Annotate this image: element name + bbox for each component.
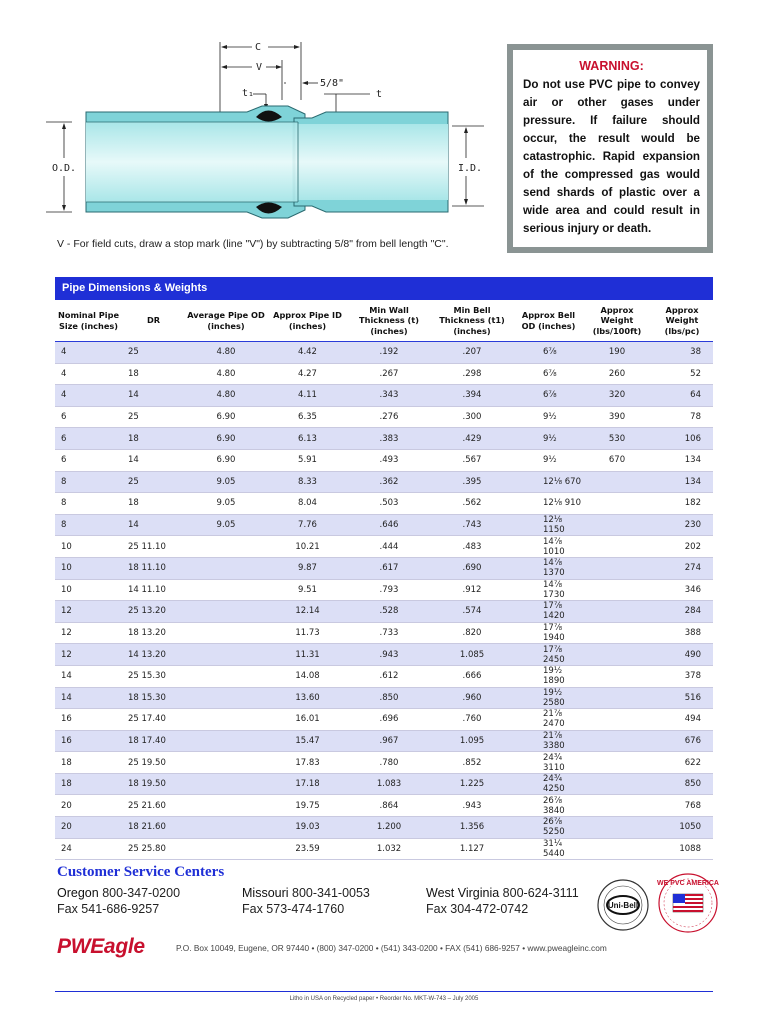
table-cell: 25 17.40: [122, 709, 185, 731]
table-cell: 388: [651, 622, 713, 644]
table-row: [55, 557, 713, 579]
table-cell: 19.75: [267, 795, 348, 817]
table-cell: 64: [651, 385, 713, 407]
table-cell: 4.27: [267, 363, 348, 385]
table-cell: 14⅞ 1730: [514, 579, 583, 601]
dim-c-label: C: [255, 42, 262, 53]
table-cell: 18: [122, 428, 185, 450]
table-cell: 676: [651, 730, 713, 752]
table-cell: 25: [122, 342, 185, 364]
table-cell: 6⅞: [514, 385, 583, 407]
table-cell: .444: [348, 536, 430, 558]
table-cell: 25 21.60: [122, 795, 185, 817]
table-cell: 21⅞ 3380: [514, 730, 583, 752]
table-cell: 14: [122, 449, 185, 471]
contact-state: West Virginia: [426, 886, 500, 900]
table-cell: 25: [122, 471, 185, 493]
table-cell: [185, 644, 267, 666]
table-cell: .394: [430, 385, 514, 407]
table-cell: 1.032: [348, 838, 430, 860]
table-cell: .343: [348, 385, 430, 407]
table-cell: 12: [55, 622, 122, 644]
column-header: Min Wall Thickness (t) (inches): [348, 300, 430, 342]
table-cell: 1.200: [348, 817, 430, 839]
table-cell: 20: [55, 817, 122, 839]
table-cell: 31¼ 5440: [514, 838, 583, 860]
table-cell: [185, 773, 267, 795]
footer-divider: [55, 991, 713, 992]
table-cell: [583, 838, 651, 860]
table-cell: 4.80: [185, 363, 267, 385]
table-cell: [583, 622, 651, 644]
table-cell: .483: [430, 536, 514, 558]
table-cell: 24¾ 3110: [514, 752, 583, 774]
table-cell: 25 13.20: [122, 601, 185, 623]
table-cell: 346: [651, 579, 713, 601]
table-cell: 14: [122, 385, 185, 407]
dim-t1-label: t₁: [242, 88, 255, 99]
uni-bell-text: Uni-Bell: [607, 901, 639, 910]
table-cell: 14.08: [267, 665, 348, 687]
table-cell: 19½ 2580: [514, 687, 583, 709]
table-cell: 23.59: [267, 838, 348, 860]
column-header: Approx Pipe ID (inches): [267, 300, 348, 342]
table-cell: 9.05: [185, 514, 267, 536]
table-cell: 1.356: [430, 817, 514, 839]
table-cell: 25: [122, 406, 185, 428]
table-cell: .207: [430, 342, 514, 364]
table-cell: 38: [651, 342, 713, 364]
table-cell: 18 15.30: [122, 687, 185, 709]
contact-fax: Fax 541-686-9257: [57, 902, 160, 916]
customer-service-title: Customer Service Centers: [57, 864, 225, 880]
table-row: [55, 709, 713, 731]
column-header: DR: [122, 300, 185, 342]
table-cell: 1088: [651, 838, 713, 860]
table-cell: 16: [55, 709, 122, 731]
table-cell: 14: [122, 514, 185, 536]
contact-oregon: [57, 885, 180, 917]
table-cell: [583, 665, 651, 687]
table-cell: .864: [348, 795, 430, 817]
table-cell: [583, 601, 651, 623]
table-cell: 182: [651, 493, 713, 515]
table-cell: 490: [651, 644, 713, 666]
table-row: [55, 428, 713, 450]
table-cell: 25 25.80: [122, 838, 185, 860]
table-row: [55, 363, 713, 385]
litho-note: Litho in USA on Recycled paper • Reorder No. MKT-W-743 – July 2005: [289, 996, 479, 1002]
table-cell: 78: [651, 406, 713, 428]
table-cell: 25 11.10: [122, 536, 185, 558]
table-cell: 4.42: [267, 342, 348, 364]
table-cell: 7.76: [267, 514, 348, 536]
table-cell: 9.05: [185, 471, 267, 493]
table-cell: 9½: [514, 406, 583, 428]
table-cell: 106: [651, 428, 713, 450]
table-cell: .793: [348, 579, 430, 601]
table-cell: .617: [348, 557, 430, 579]
column-header: Average Pipe OD (inches): [185, 300, 267, 342]
table-row: [55, 449, 713, 471]
table-cell: 13.60: [267, 687, 348, 709]
contact-state: Missouri: [242, 886, 289, 900]
table-cell: .733: [348, 622, 430, 644]
table-cell: 12⅛ 670: [514, 471, 583, 493]
warning-body: Do not use PVC pipe to convey air or other gases under pressure. If failure should occur, the result would be catastrophic. Rapid expansion of the compressed gas would send shards of plastic over a wide area and could result in serious injury or death.: [523, 78, 700, 235]
table-cell: 16: [55, 730, 122, 752]
table-cell: .395: [430, 471, 514, 493]
table-cell: 378: [651, 665, 713, 687]
table-cell: 17.83: [267, 752, 348, 774]
table-cell: 6: [55, 449, 122, 471]
we-pvc-america-badge: [657, 872, 719, 934]
table-cell: 5.91: [267, 449, 348, 471]
column-header: Approx Weight (lbs/100ft): [583, 300, 651, 342]
table-cell: 14: [55, 687, 122, 709]
table-cell: [185, 838, 267, 860]
pipe-joint-diagram: [0, 30, 500, 240]
table-cell: .967: [348, 730, 430, 752]
table-cell: 622: [651, 752, 713, 774]
table-cell: .850: [348, 687, 430, 709]
column-header: Nominal Pipe Size (inches): [55, 300, 122, 342]
table-cell: 17.18: [267, 773, 348, 795]
table-cell: [185, 557, 267, 579]
table-cell: .912: [430, 579, 514, 601]
contact-phone: 800-624-3111: [502, 886, 579, 900]
table-cell: .760: [430, 709, 514, 731]
table-row: [55, 665, 713, 687]
table-title: Pipe Dimensions & Weights: [55, 277, 713, 300]
table-cell: 6.35: [267, 406, 348, 428]
contact-phone: 800-347-0200: [102, 886, 181, 900]
table-row: [55, 644, 713, 666]
table-cell: 17⅞ 1420: [514, 601, 583, 623]
table-cell: 20: [55, 795, 122, 817]
contact-phone: 800-341-0053: [292, 886, 370, 900]
table-cell: 1.225: [430, 773, 514, 795]
table-cell: .943: [430, 795, 514, 817]
table-cell: 15.47: [267, 730, 348, 752]
table-cell: [583, 817, 651, 839]
table-cell: 11.31: [267, 644, 348, 666]
table-cell: 14: [55, 665, 122, 687]
table-cell: 284: [651, 601, 713, 623]
table-cell: [185, 730, 267, 752]
table-row: [55, 601, 713, 623]
table-cell: 19.03: [267, 817, 348, 839]
table-cell: 18 13.20: [122, 622, 185, 644]
table-cell: 1.085: [430, 644, 514, 666]
table-cell: 12: [55, 601, 122, 623]
table-row: [55, 687, 713, 709]
table-cell: [185, 795, 267, 817]
dim-t-label: t: [376, 89, 383, 100]
table-cell: 8.04: [267, 493, 348, 515]
table-cell: 14 11.10: [122, 579, 185, 601]
table-cell: .567: [430, 449, 514, 471]
table-cell: 6: [55, 428, 122, 450]
table-row: [55, 773, 713, 795]
table-cell: 516: [651, 687, 713, 709]
table-cell: 8: [55, 493, 122, 515]
table-cell: [583, 557, 651, 579]
table-cell: [583, 579, 651, 601]
table-cell: 18 17.40: [122, 730, 185, 752]
table-cell: 274: [651, 557, 713, 579]
table-cell: [185, 709, 267, 731]
table-cell: .612: [348, 665, 430, 687]
od-label: O.D.: [52, 163, 77, 174]
table-cell: 4: [55, 385, 122, 407]
table-cell: .780: [348, 752, 430, 774]
table-row: [55, 795, 713, 817]
table-row: [55, 406, 713, 428]
table-cell: 14 13.20: [122, 644, 185, 666]
table-cell: .696: [348, 709, 430, 731]
table-cell: [583, 493, 651, 515]
table-body: [55, 342, 713, 860]
table-cell: 494: [651, 709, 713, 731]
table-cell: [583, 752, 651, 774]
column-header: Min Bell Thickness (t1) (inches): [430, 300, 514, 342]
table-cell: [583, 687, 651, 709]
table-cell: 12.14: [267, 601, 348, 623]
table-cell: [583, 471, 651, 493]
table-cell: 1.127: [430, 838, 514, 860]
company-address: P.O. Box 10049, Eugene, OR 97440 • (800) 347-0200 • (541) 343-0200 • FAX (541) 686-9257 • www.pweagleinc.com: [176, 943, 607, 953]
table-cell: 14⅞ 1370: [514, 557, 583, 579]
table-cell: [185, 665, 267, 687]
table-cell: 8: [55, 471, 122, 493]
table-row: [55, 838, 713, 860]
table-cell: 10: [55, 536, 122, 558]
contact-fax: Fax 573-474-1760: [242, 902, 345, 916]
column-header: Approx Weight (lbs/pc): [651, 300, 713, 342]
table-cell: 260: [583, 363, 651, 385]
table-row: [55, 385, 713, 407]
table-cell: 134: [651, 471, 713, 493]
table-cell: .574: [430, 601, 514, 623]
table-cell: 19½ 1890: [514, 665, 583, 687]
table-cell: [185, 622, 267, 644]
table-cell: 4.11: [267, 385, 348, 407]
table-cell: 18: [122, 493, 185, 515]
table-cell: 6⅞: [514, 342, 583, 364]
table-cell: .503: [348, 493, 430, 515]
table-row: [55, 493, 713, 515]
table-cell: 9.05: [185, 493, 267, 515]
table-cell: 26⅞ 5250: [514, 817, 583, 839]
table-row: [55, 752, 713, 774]
table-cell: 52: [651, 363, 713, 385]
table-cell: [583, 795, 651, 817]
column-header: Approx Bell OD (inches): [514, 300, 583, 342]
table-cell: [185, 579, 267, 601]
id-label: I.D.: [458, 163, 483, 174]
table-cell: 1.083: [348, 773, 430, 795]
table-cell: .743: [430, 514, 514, 536]
table-cell: 6⅞: [514, 363, 583, 385]
diagram-caption: V - For field cuts, draw a stop mark (line "V") by subtracting 5/8" from bell length "C".: [57, 238, 449, 250]
table-cell: .852: [430, 752, 514, 774]
table-cell: [185, 752, 267, 774]
table-cell: 12⅛ 1150: [514, 514, 583, 536]
table-row: [55, 514, 713, 536]
table-row: [55, 730, 713, 752]
table-cell: 190: [583, 342, 651, 364]
table-cell: 18: [122, 363, 185, 385]
table-cell: 10: [55, 557, 122, 579]
table-cell: 14⅞ 1010: [514, 536, 583, 558]
table-cell: 9½: [514, 428, 583, 450]
table-cell: 390: [583, 406, 651, 428]
table-row: [55, 342, 713, 364]
table-cell: [583, 514, 651, 536]
table-cell: 8: [55, 514, 122, 536]
table-cell: .267: [348, 363, 430, 385]
table-cell: [185, 601, 267, 623]
table-cell: 320: [583, 385, 651, 407]
table-cell: 10: [55, 579, 122, 601]
badge-text: WE PVC AMERICA: [657, 880, 719, 887]
table-row: [55, 471, 713, 493]
warning-title: WARNING:: [579, 59, 644, 73]
table-cell: 9.51: [267, 579, 348, 601]
table-row: [55, 536, 713, 558]
pipe-dimensions-table: [55, 300, 713, 860]
table-cell: 21⅞ 2470: [514, 709, 583, 731]
table-cell: 10.21: [267, 536, 348, 558]
table-cell: .690: [430, 557, 514, 579]
table-cell: 768: [651, 795, 713, 817]
table-cell: 24¾ 4250: [514, 773, 583, 795]
contact-west-virginia: [426, 885, 579, 917]
table-cell: .383: [348, 428, 430, 450]
table-cell: .646: [348, 514, 430, 536]
warning-box: [507, 44, 713, 253]
table-cell: 1.095: [430, 730, 514, 752]
table-cell: [185, 817, 267, 839]
table-cell: 850: [651, 773, 713, 795]
table-cell: 25 15.30: [122, 665, 185, 687]
table-cell: 18 21.60: [122, 817, 185, 839]
table-cell: .362: [348, 471, 430, 493]
table-cell: [583, 773, 651, 795]
table-cell: 26⅞ 3840: [514, 795, 583, 817]
table-cell: .276: [348, 406, 430, 428]
contact-state: Oregon: [57, 886, 99, 900]
table-row: [55, 579, 713, 601]
table-cell: 4: [55, 363, 122, 385]
uni-bell-logo: [596, 878, 650, 932]
table-header-row: [55, 300, 713, 342]
table-cell: 11.73: [267, 622, 348, 644]
dim-v-label: V: [256, 62, 263, 73]
table-cell: 18 19.50: [122, 773, 185, 795]
table-cell: [583, 709, 651, 731]
table-cell: [583, 730, 651, 752]
dim-58-label: 5/8": [320, 78, 345, 89]
table-cell: 530: [583, 428, 651, 450]
table-cell: .298: [430, 363, 514, 385]
table-cell: .960: [430, 687, 514, 709]
contact-missouri: [242, 885, 370, 917]
table-cell: .493: [348, 449, 430, 471]
table-cell: 4.80: [185, 385, 267, 407]
table-cell: [185, 687, 267, 709]
table-cell: 6: [55, 406, 122, 428]
table-cell: .528: [348, 601, 430, 623]
table-cell: 6.90: [185, 449, 267, 471]
table-cell: 9½: [514, 449, 583, 471]
table-cell: 9.87: [267, 557, 348, 579]
table-cell: 12: [55, 644, 122, 666]
table-cell: 202: [651, 536, 713, 558]
table-cell: 8.33: [267, 471, 348, 493]
table-cell: 17⅞ 2450: [514, 644, 583, 666]
table-cell: .820: [430, 622, 514, 644]
table-cell: 24: [55, 838, 122, 860]
table-cell: [185, 536, 267, 558]
table-cell: 18: [55, 773, 122, 795]
table-cell: 25 19.50: [122, 752, 185, 774]
table-cell: [583, 644, 651, 666]
pweagle-logo: PWEagle: [57, 935, 145, 958]
table-cell: 18: [55, 752, 122, 774]
table-cell: 6.90: [185, 406, 267, 428]
table-cell: 16.01: [267, 709, 348, 731]
table-cell: 1050: [651, 817, 713, 839]
table-cell: 134: [651, 449, 713, 471]
table-cell: .300: [430, 406, 514, 428]
table-cell: 6.13: [267, 428, 348, 450]
table-cell: .943: [348, 644, 430, 666]
table-cell: 4.80: [185, 342, 267, 364]
table-cell: 18 11.10: [122, 557, 185, 579]
table-row: [55, 817, 713, 839]
table-cell: 6.90: [185, 428, 267, 450]
table-cell: .192: [348, 342, 430, 364]
table-cell: .429: [430, 428, 514, 450]
table-row: [55, 622, 713, 644]
table-cell: 4: [55, 342, 122, 364]
table-cell: .562: [430, 493, 514, 515]
table-cell: 12⅛ 910: [514, 493, 583, 515]
contact-fax: Fax 304-472-0742: [426, 902, 529, 916]
table-cell: 670: [583, 449, 651, 471]
table-cell: .666: [430, 665, 514, 687]
table-cell: [583, 536, 651, 558]
table-cell: 230: [651, 514, 713, 536]
table-cell: 17⅞ 1940: [514, 622, 583, 644]
